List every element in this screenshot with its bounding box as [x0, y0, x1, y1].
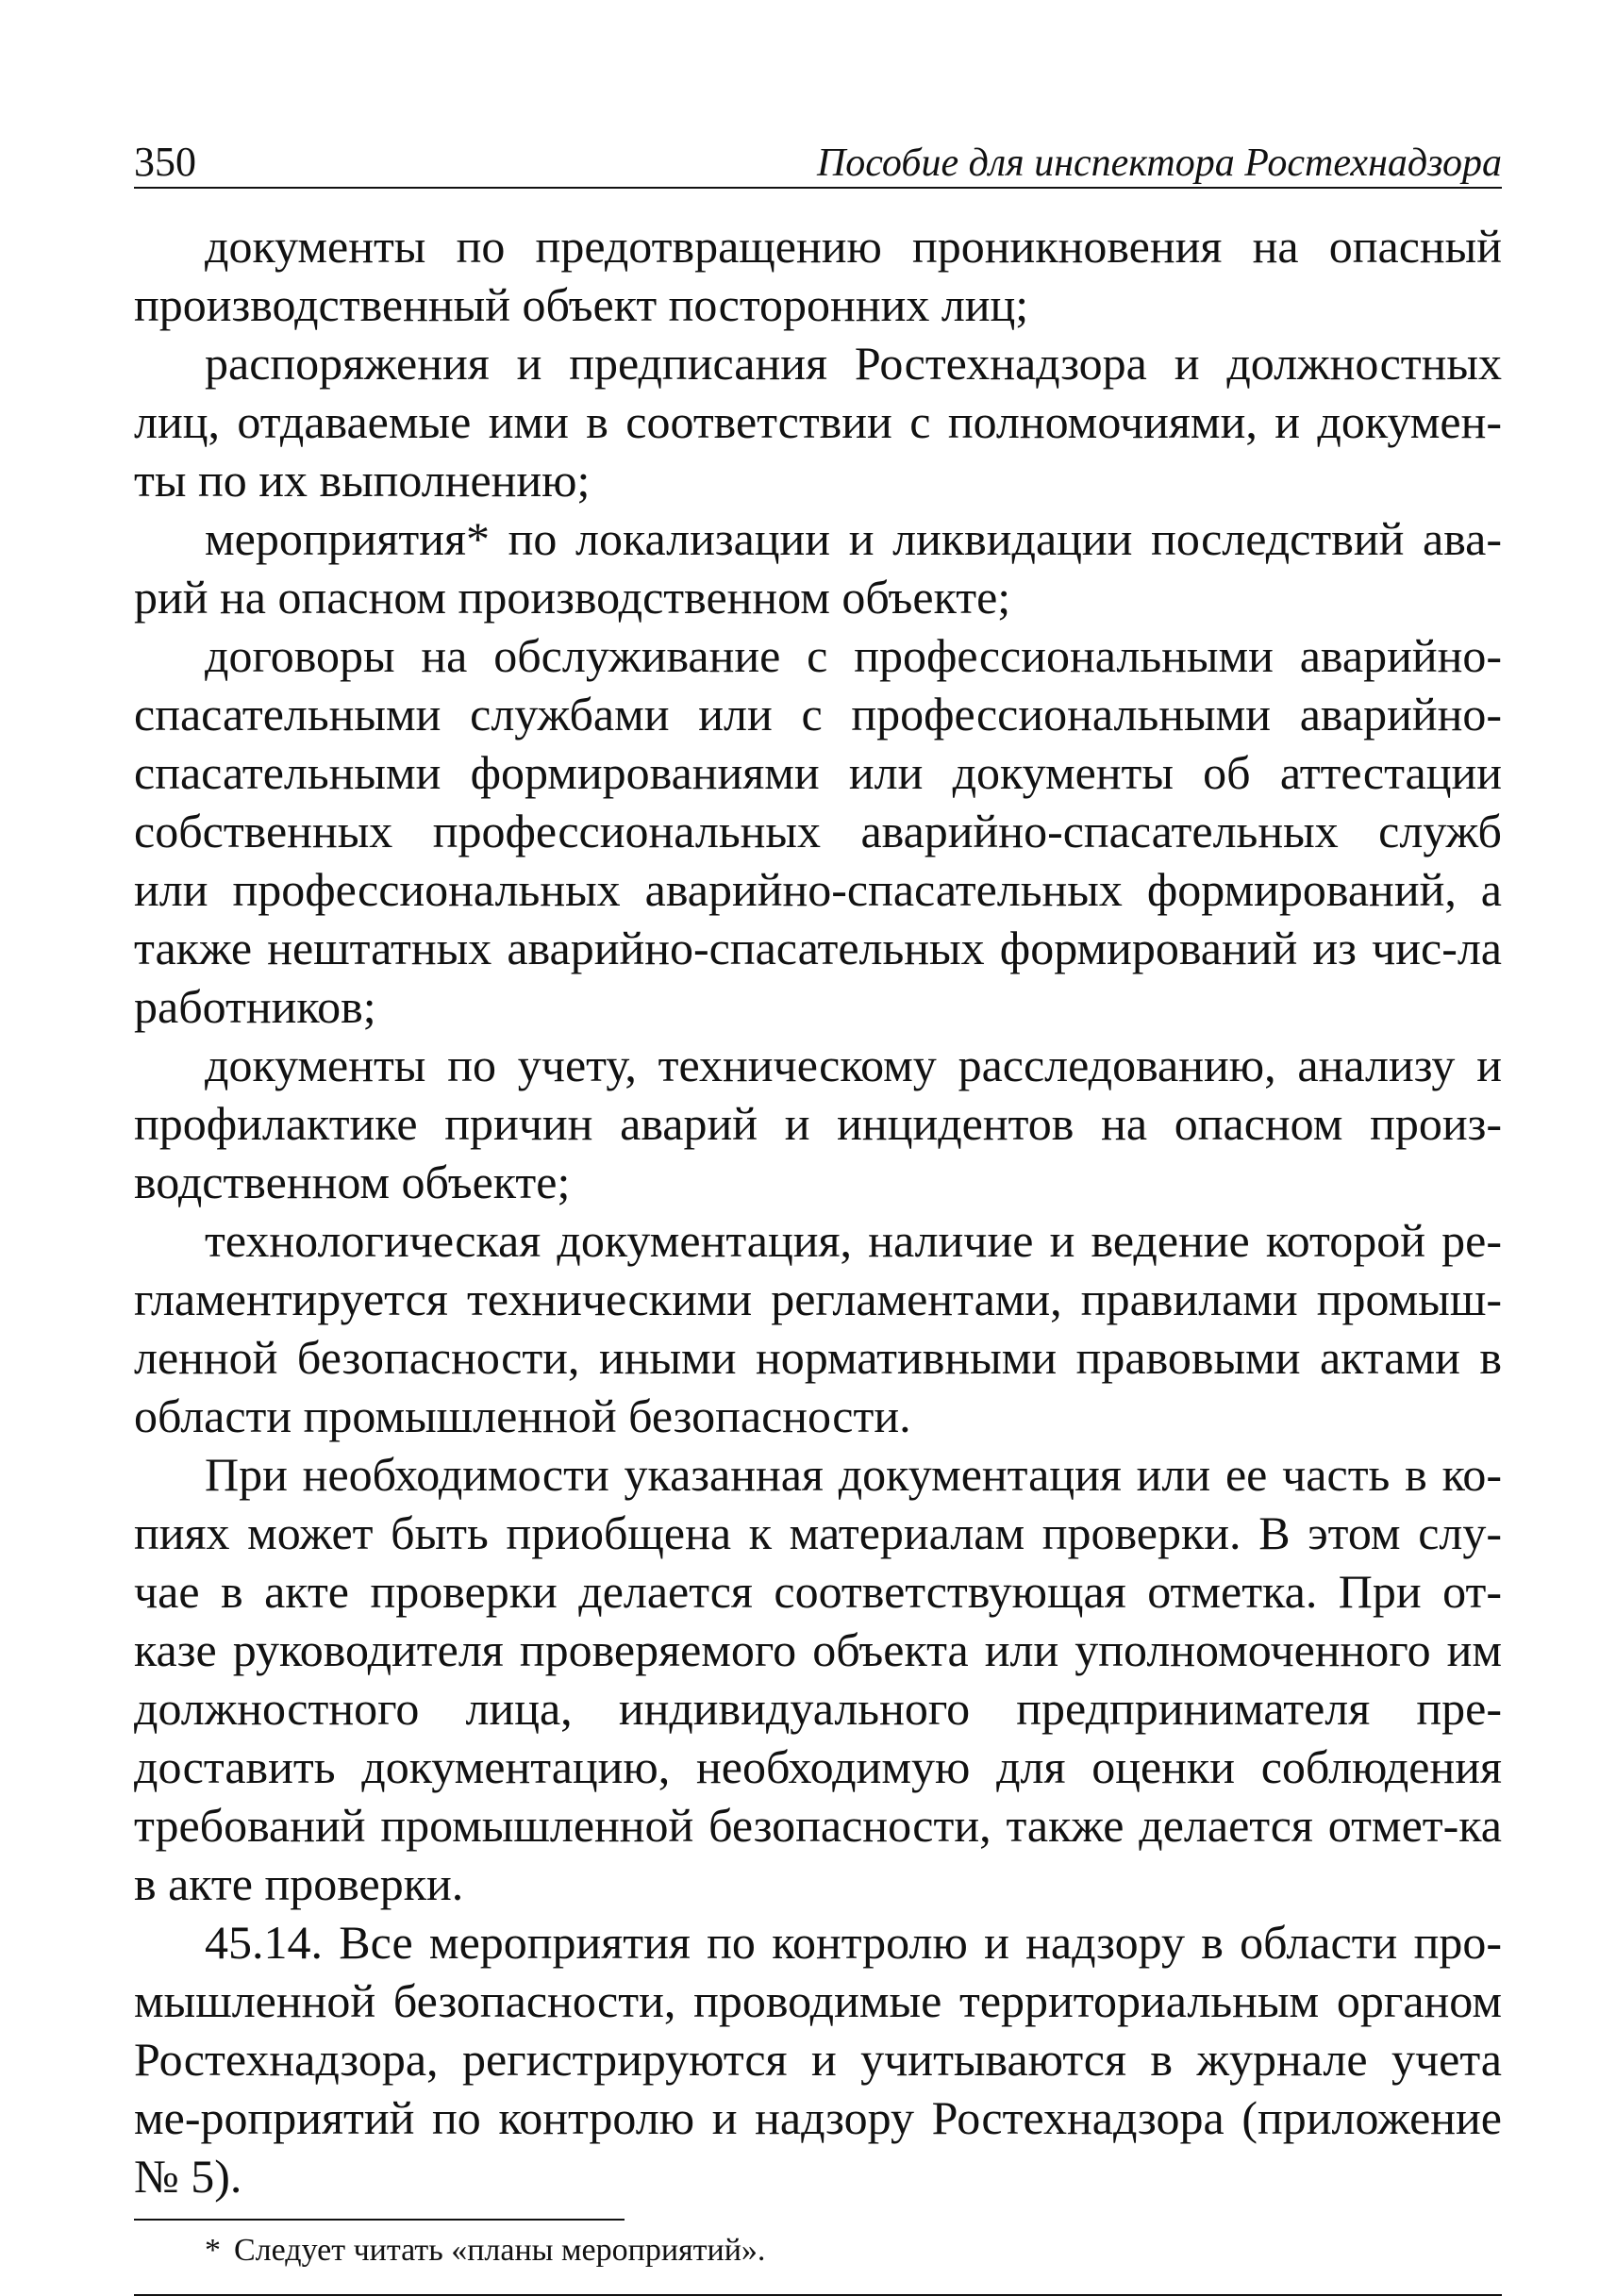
footnote-separator [134, 2219, 625, 2221]
footnote-marker: * [205, 2233, 221, 2268]
book-title: Пособие для инспектора Ростехнадзора [816, 141, 1502, 185]
paragraph-technological-docs: технологическая документация, наличие и ведение которой ре-гламентируется техническими регламентами, правилами промыш-ленной безопасности, иными нормативными правовыми актами в области промышленной безопасности. [134, 1214, 1502, 1442]
paragraph-measures: мероприятия* по локализации и ликвидации последствий ава-рий на опасном производственном объекте; [134, 512, 1502, 624]
paragraph-accounting-docs: документы по учету, техническому расследованию, анализу и профилактике причин аварий и инцидентов на опасном произ-водственном объекте; [134, 1039, 1502, 1208]
footnote-text: Следует читать «планы мероприятий». [234, 2233, 766, 2268]
paragraph-prevention-docs: документы по предотвращению проникновения на опасный производственный объект посторонних лиц; [134, 220, 1502, 331]
footnote [134, 2230, 1502, 2271]
body-text [134, 217, 1502, 2205]
paragraph-45-14: 45.14. Все мероприятия по контролю и надзору в области про-мышленной безопасности, проводимые территориальным органом Ростехнадзора, регистрируются и учитываются в журнале учета ме-роприятий по контролю и надзору Ростехнадзора (приложение № 5). [134, 1916, 1502, 2203]
running-header [134, 130, 1502, 189]
page-number: 350 [134, 139, 196, 185]
document-page [134, 130, 1502, 2268]
paragraph-orders: распоряжения и предписания Ростехнадзора и должностных лиц, отдаваемые ими в соответствии с полномочиями, и докумен-ты по их выполнению; [134, 337, 1502, 507]
paragraph-copies: При необходимости указанная документация или ее часть в ко-пиях может быть приобщена к материалам проверки. В этом слу-чае в акте проверки делается соответствующая отметка. При от-казе руководителя проверяемого объекта или уполномоченного им должностного лица, индивидуального предпринимателя пре-доставить документацию, необходимую для оценки соблюдения требований промышленной безопасности, также делается отмет-ка в акте проверки. [134, 1448, 1502, 1910]
paragraph-contracts: договоры на обслуживание с профессиональными аварийно-спасательными службами или с профессиональными аварийно-спасательными формированиями или документы об аттестации собственных профессиональных аварийно-спасательных служб или профессиональных аварийно-спасательных формирований, а также нештатных аварийно-спасательных формирований из чис-ла работников; [134, 629, 1502, 1033]
